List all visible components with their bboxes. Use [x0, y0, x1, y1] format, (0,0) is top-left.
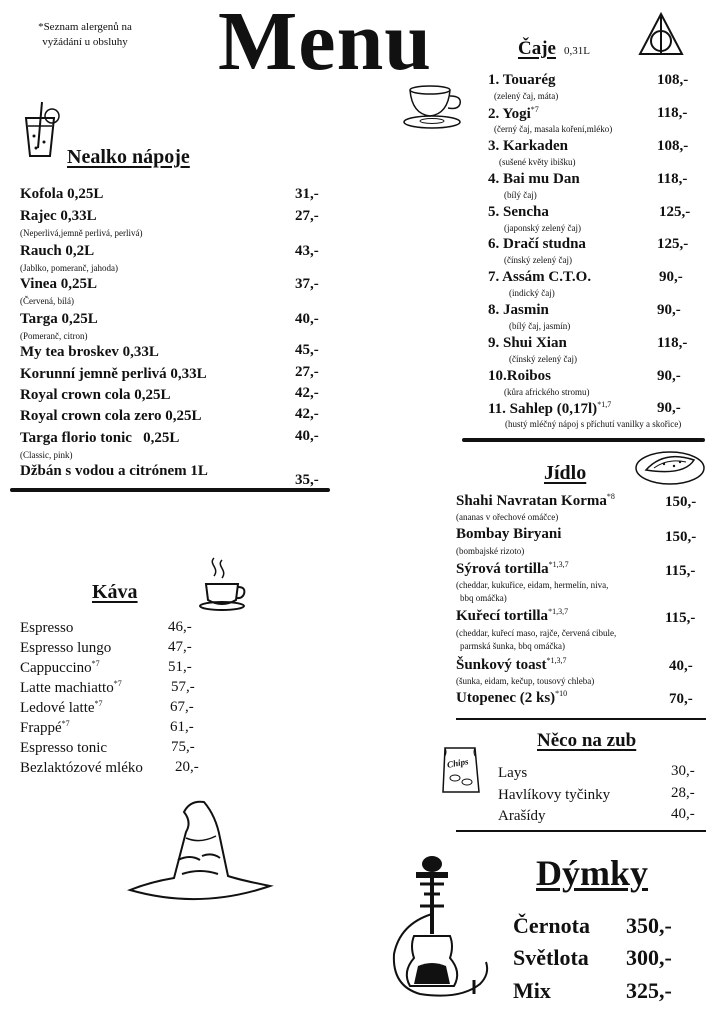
caje-heading: Čaje [518, 38, 556, 59]
jidlo-item [456, 689, 567, 707]
jidlo-divider [456, 718, 706, 720]
nealko-item-desc: (Jablko, pomeranč, jahoda) [20, 263, 118, 273]
nealko-item-name: Rauch 0,2L [20, 243, 95, 259]
tortilla-plate-icon [634, 446, 706, 486]
caje-item [488, 105, 539, 123]
jidlo-item-price: 150,- [665, 494, 697, 510]
caje-item-price: 108,- [657, 138, 689, 154]
caje-item-price: 90,- [657, 368, 681, 384]
kava-item [20, 759, 143, 777]
caje-item-name: 5. Sencha [488, 204, 549, 220]
caje-item-desc: (zelený čaj, máta) [494, 91, 559, 101]
nealko-item-name: Džbán s vodou a citrónem 1L [20, 463, 208, 479]
nealko-divider [10, 488, 330, 492]
kava-item-name: Espresso tonic [20, 740, 108, 756]
nealko-item-name: Vinea 0,25L [20, 276, 97, 292]
kava-item [20, 739, 107, 757]
deathly-hallows-icon [638, 12, 684, 56]
dymky-item-price: 300,- [626, 945, 672, 970]
nealko-item-price: 31,- [295, 186, 319, 202]
dymky-item-price: 350,- [626, 913, 672, 938]
caje-item [488, 400, 611, 418]
jidlo-item-allergen: *1,3,7 [546, 656, 567, 665]
nealko-item-name: Targa florio tonic 0,25L [20, 430, 180, 446]
nealko-item-name: Targa 0,25L [20, 311, 98, 327]
jidlo-heading: Jídlo [544, 462, 587, 484]
caje-item-price: 118,- [657, 105, 688, 121]
nealko-item-price: 40,- [295, 311, 319, 327]
caje-item-desc: (čínský zelený čaj) [504, 255, 572, 265]
caje-item-price: 108,- [657, 72, 689, 88]
caje-item-name: 6. Dračí studna [488, 236, 586, 252]
dymky-heading: Dýmky [536, 853, 649, 893]
caje-item-desc: (sušené květy ibišku) [499, 157, 576, 167]
caje-item-price: 90,- [657, 400, 681, 416]
dymky-item-name: Černota [513, 913, 590, 938]
nealko-item-name: Rajec 0,33L [20, 208, 97, 224]
nealko-item-price: 37,- [295, 276, 319, 292]
nealko-item-price: 43,- [295, 243, 319, 259]
kava-item-price: 75,- [171, 739, 195, 755]
nealko-item-name: Korunní jemně perlivá 0,33L [20, 366, 207, 382]
caje-item-price: 125,- [659, 204, 691, 220]
caje-item [488, 171, 580, 188]
kava-item-allergen: *7 [113, 679, 122, 688]
kava-item-name: Espresso lungo [20, 640, 112, 656]
jidlo-item-desc: (ananas v ořechové omáčce) [456, 512, 559, 522]
jidlo-item-price: 40,- [669, 658, 693, 674]
nealko-item-price: 42,- [295, 406, 319, 422]
kava-item-price: 67,- [170, 699, 194, 715]
neco-item-price: 30,- [671, 763, 695, 779]
jidlo-item-price: 115,- [665, 610, 696, 626]
kava-item-name: Ledové latte [20, 700, 95, 716]
kava-item-name: Bezlaktózové mléko [20, 760, 143, 776]
caje-item-name: 1. Touarég [488, 72, 556, 88]
allergen-note: *Seznam alergenů na vyžádání u obsluhy [38, 21, 132, 48]
kava-item-name: Cappuccino [20, 660, 92, 676]
kava-item-name: Frappé [20, 720, 62, 736]
caje-item-name: 10.Roibos [488, 368, 551, 384]
caje-item-name: 8. Jasmin [488, 302, 549, 318]
kava-item-price: 61,- [170, 719, 194, 735]
caje-item-desc: (bílý čaj) [504, 190, 537, 200]
caje-item-price: 118,- [657, 171, 688, 187]
nealko-item-price: 45,- [295, 342, 319, 358]
jidlo-item-allergen: *1,3,7 [548, 607, 569, 616]
sorting-hat-icon [120, 798, 280, 908]
kava-item [20, 699, 103, 717]
nealko-item-desc: (Neperlivá,jemně perlivá, perlivá) [20, 228, 143, 238]
kava-item [20, 659, 100, 677]
neco-item-price: 28,- [671, 785, 695, 801]
kava-item-price: 20,- [175, 759, 199, 775]
nealko-item-price: 27,- [295, 364, 319, 380]
jidlo-item [456, 526, 561, 543]
jidlo-item-name: Kuřecí tortilla [456, 608, 549, 624]
neco-heading: Něco na zub [537, 730, 637, 751]
kava-item-allergen: *7 [94, 699, 103, 708]
neco-item-name: Havlíkovy tyčinky [498, 787, 611, 803]
neco-item-name: Lays [498, 765, 528, 781]
nealko-heading: Nealko nápoje [67, 146, 190, 168]
nealko-item-price: 40,- [295, 428, 319, 444]
jidlo-item-price: 115,- [665, 563, 696, 579]
jidlo-item-allergen: *1,3,7 [548, 560, 569, 569]
jidlo-item [456, 492, 615, 510]
nealko-item-name: Kofola 0,25L [20, 186, 104, 202]
jidlo-item-name: Utopenec (2 ks) [456, 690, 556, 706]
kava-item-price: 47,- [168, 639, 192, 655]
jidlo-item [456, 607, 568, 625]
neco-divider [456, 830, 706, 832]
caje-item-desc: (indický čaj) [509, 288, 555, 298]
jidlo-item-desc: (šunka, eidam, kečup, tousový chleba) [456, 676, 595, 686]
jidlo-item [456, 656, 566, 674]
nealko-item-desc: (Červená, bílá) [20, 296, 74, 306]
caje-item-name: 3. Karkaden [488, 138, 569, 154]
jidlo-item-name: Šunkový toast [456, 657, 547, 673]
caje-item-name: 7. Assám C.T.O. [488, 269, 592, 285]
caje-item-price: 90,- [657, 302, 681, 318]
jidlo-item-desc: (cheddar, kukuřice, eidam, hermelín, niva, [456, 580, 609, 590]
nealko-item-price: 35,- [295, 472, 319, 488]
caje-item-price: 118,- [657, 335, 688, 351]
chips-label: Chips [446, 756, 470, 770]
dymky-item-name: Mix [513, 978, 551, 1003]
caje-item [488, 72, 556, 89]
lemonade-glass-icon [20, 100, 62, 158]
caje-item-desc: (čínský zelený čaj) [509, 354, 577, 364]
nealko-item-desc: (Pomeranč, citron) [20, 331, 88, 341]
kava-item-allergen: *7 [91, 659, 100, 668]
caje-divider [462, 438, 705, 442]
caje-item-name: 4. Bai mu Dan [488, 171, 580, 187]
nealko-item-name: Royal crown cola 0,25L [20, 387, 171, 403]
dymky-item-price: 325,- [626, 978, 672, 1003]
kava-heading: Káva [92, 581, 138, 603]
hookah-icon [390, 854, 500, 1004]
caje-item [488, 236, 586, 253]
dymky-item-name: Světlota [513, 945, 589, 970]
kava-item-price: 51,- [168, 659, 192, 675]
caje-item [488, 335, 567, 352]
jidlo-item-name: Shahi Navratan Korma [456, 493, 607, 509]
nealko-item-name: Royal crown cola zero 0,25L [20, 408, 202, 424]
kava-item [20, 719, 70, 737]
kava-item [20, 679, 122, 697]
kava-item-price: 46,- [168, 619, 192, 635]
kava-item-allergen: *7 [61, 719, 70, 728]
jidlo-item-allergen: *8 [606, 492, 615, 501]
caje-item [488, 204, 549, 221]
kava-item-name: Latte machiatto [20, 680, 114, 696]
caje-item-desc: (hustý mléčný nápoj s příchutí vanilky a skořice) [505, 419, 682, 429]
caje-item [488, 138, 568, 155]
caje-item [488, 368, 551, 385]
jidlo-item-price: 150,- [665, 529, 697, 545]
jidlo-item [456, 560, 569, 578]
caje-item-price: 90,- [659, 269, 683, 285]
neco-item-name: Arašídy [498, 808, 546, 824]
caje-item-desc: (japonský zelený čaj) [504, 223, 581, 233]
caje-item-price: 125,- [657, 236, 689, 252]
neco-item-price: 40,- [671, 806, 695, 822]
kava-item-name: Espresso [20, 620, 74, 636]
kava-item [20, 619, 73, 637]
nealko-item-price: 27,- [295, 208, 319, 224]
caje-item-desc: (bílý čaj, jasmín) [509, 321, 571, 331]
caje-item-name: 11. Sahlep (0,17l) [488, 401, 598, 417]
jidlo-item-desc: (bombajské rizoto) [456, 546, 525, 556]
caje-item-desc: (kůra afrického stromu) [504, 387, 590, 397]
nealko-item-price: 42,- [295, 385, 319, 401]
kava-item-price: 57,- [171, 679, 195, 695]
jidlo-item-price: 70,- [669, 691, 693, 707]
caje-item-desc: (černý čaj, masala koření,mléko) [494, 124, 613, 134]
caje-item [488, 269, 591, 286]
caje-item-name: 2. Yogi [488, 106, 531, 122]
coffee-cup-icon [198, 556, 250, 612]
kava-item [20, 639, 111, 657]
chips-bag-icon [441, 746, 481, 794]
caje-item-name: 9. Shui Xian [488, 335, 567, 351]
caje-item-allergen: *7 [530, 105, 539, 114]
jidlo-item-desc: bbq omáčka) [460, 593, 507, 603]
nealko-item-desc: (Classic, pink) [20, 450, 73, 460]
caje-item [488, 302, 549, 319]
tea-cup-icon [402, 84, 466, 130]
caje-header [518, 38, 590, 60]
nealko-item-name: My tea broskev 0,33L [20, 344, 159, 360]
jidlo-item-name: Bombay Biryani [456, 526, 562, 542]
jidlo-item-allergen: *10 [555, 689, 568, 698]
caje-volume: 0,31L [563, 45, 590, 57]
jidlo-item-desc: parmská šunka, bbq omáčka) [460, 641, 565, 651]
jidlo-item-desc: (cheddar, kuřecí maso, rajče, červená cibule, [456, 628, 617, 638]
page-title: Menu [218, 0, 432, 88]
jidlo-item-name: Sýrová tortilla [456, 561, 549, 577]
caje-item-allergen: *1,7 [597, 400, 612, 409]
